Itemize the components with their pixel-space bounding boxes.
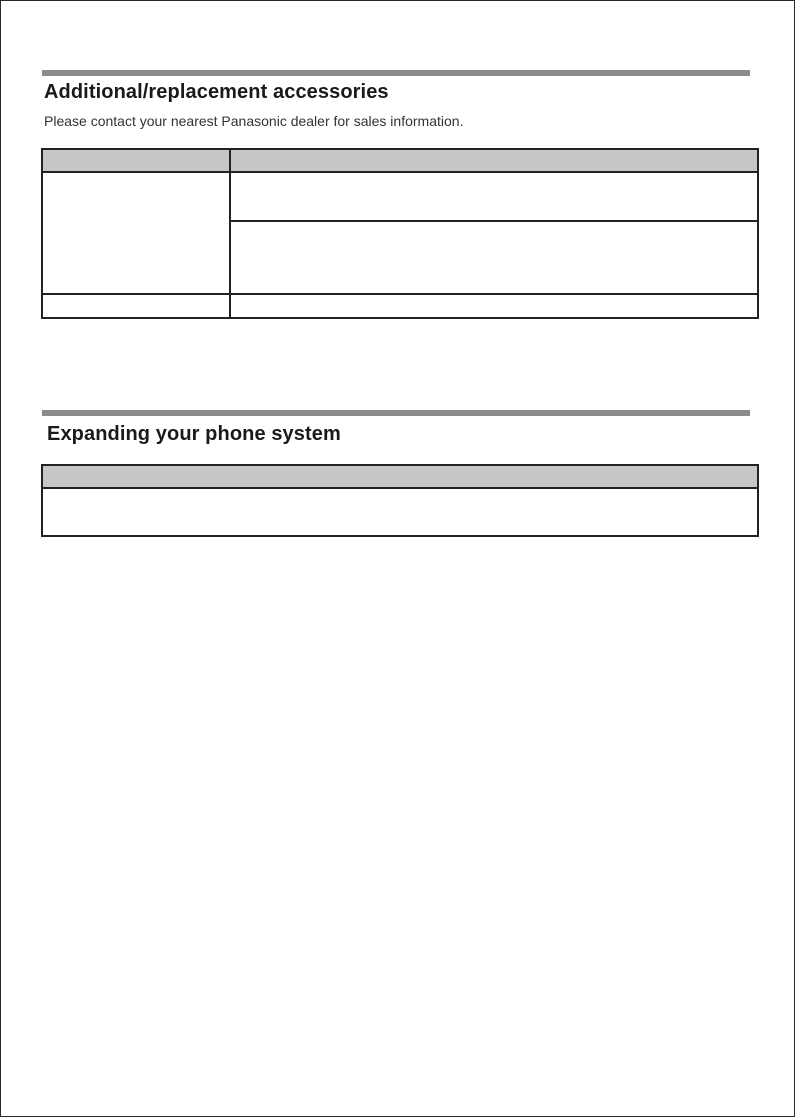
- table-cell: [230, 294, 758, 318]
- table-row: [42, 172, 758, 221]
- accessories-table: [41, 148, 759, 319]
- expanding-table: [41, 464, 759, 537]
- table-header-cell: [42, 465, 758, 488]
- table-cell: [42, 294, 230, 318]
- table-cell: [42, 488, 758, 536]
- section-rule-expanding: [42, 410, 750, 416]
- section-rule-accessories: [42, 70, 750, 76]
- table-row: [42, 488, 758, 536]
- table-row: [42, 294, 758, 318]
- section-intro-accessories: Please contact your nearest Panasonic dealer for sales information.: [44, 113, 464, 129]
- section-title-expanding: Expanding your phone system: [47, 423, 341, 445]
- table-header-row: [42, 149, 758, 172]
- table-header-cell: [42, 149, 230, 172]
- table-header-row: [42, 465, 758, 488]
- table-cell: [230, 172, 758, 221]
- table-cell: [230, 221, 758, 294]
- section-title-accessories: Additional/replacement accessories: [44, 81, 389, 103]
- table-cell: [42, 172, 230, 294]
- table-header-cell: [230, 149, 758, 172]
